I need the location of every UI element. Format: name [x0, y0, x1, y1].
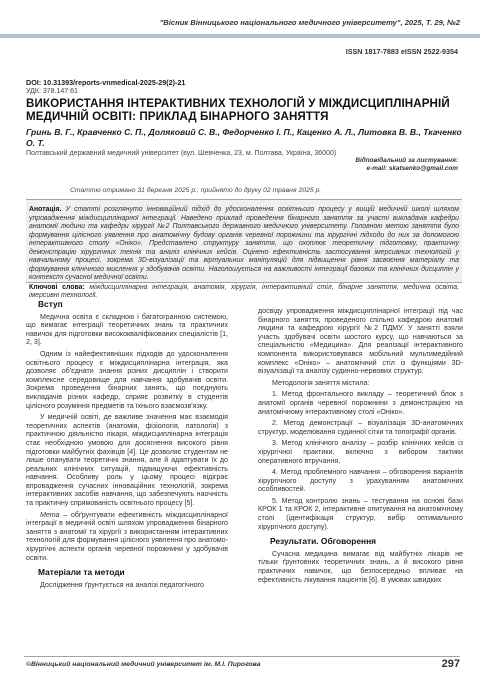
doi-line[interactable]: DOI: 10.31393/reports-vnmedical-2025-29(2)-21 — [26, 78, 186, 87]
page-footer — [0, 656, 480, 686]
list-item — [258, 468, 463, 494]
list-item — [258, 390, 463, 416]
paragraph: Дослідження ґрунтується на аналізі педагогічного — [40, 580, 204, 589]
correspondence-email[interactable]: e-mail: skatsenko@gmail.com — [366, 164, 458, 172]
paragraph: Одним із найефективніших підходів до удосконалення освітнього процесу є міждисциплінарна інтеграція, яка дозволяє об'єднати знання різних дисциплін і створити комплексне середовище для навчання здобувачів освіти. Зокрема проведення бінарних занять, що поєднують викладачів різних кафедр, сприяє розвитку в студентів цілісного розуміння предметів та їхнього взаємозв'язку. — [26, 349, 228, 410]
intro-heading: Вступ — [38, 299, 63, 309]
right-column — [258, 307, 463, 587]
paragraph: Медична освіта є складною і багатогранною системою, що вимагає інтеграції теоретичних знань та практичних навичок для підготовки висококваліфікованих спеціалістів [1, 2, 3]. — [26, 312, 228, 347]
abstract-text: У статті розглянуто інноваційний підхід до удосконалення освітнього процесу у вищій медичній школі шляхом упровадження міждисциплінарної інтеграції. Наведено приклад проведення бінарного заняття за участі викладачів кафедри анатомії людини та кафедри хірургії №2 Полтавського державного медичного університету. Головною метою заняття було формування цілісного уявлення про анатомічну будову органів черевної порожнини та хірургічні підходи до них за допомогою інтерактивного столу «Оніко». Представлено структуру заняття, що охоплює теоретичну підготовку, практичну демонстрацію хірургічних технік та аналіз клінічних кейсів. Оцінено ефективність застосування імерсивних технологій у навчальному процесі, зокрема 3D-візуалізації та віртуальних маніпуляцій для підвищення рівня засвоєння матеріалу та формування клінічного мислення у здобувачів освіти. Наголошується на важливості інтеграції базових та клінічних дисциплін у контексті сучасної медичної освіти. — [29, 206, 460, 282]
list-item — [258, 497, 463, 531]
method-item: 5. Метод контролю знань – тестування на основі бази КРОК 1 та КРОК 2, інтерактивне опитування на анатомічному столі (ідентифікація структур, вибір оптимального хірургічного доступу). — [258, 496, 463, 531]
correspondence-block — [355, 157, 458, 172]
article-title: ВИКОРИСТАННЯ ІНТЕРАКТИВНИХ ТЕХНОЛОГІЙ У МІЖДИСЦИПЛІНАРНІЙ МЕДИЧНІЙ ОСВІТІ: ПРИКЛАД БІНАРНОГО ЗАНЯТТЯ — [26, 97, 450, 123]
issn-line: ISSN 1817-7883 eISSN 2522-9354 — [345, 47, 458, 56]
list-item — [258, 439, 463, 465]
keywords-label: Ключові слова: — [29, 283, 85, 291]
journal-name: "Вісник Вінницького національного медичного університету", 2025, Т. 29, №2 — [159, 18, 460, 27]
method-item: 3. Метод клінічного аналізу – розбір клінічних кейсів із хірургічної практики, включно з вибором тактики оперативного втручання. — [258, 439, 463, 465]
udk-line: УДК: 378.147:61 — [26, 88, 78, 95]
footer-divider — [24, 656, 460, 657]
received-dates: Статтю отримано 31 березня 2025 р.; прийнято до друку 02 травня 2025 р. — [70, 187, 322, 194]
aim-term: Мета — [40, 510, 60, 519]
keywords-line — [29, 284, 459, 301]
footer-copyright: ©Вінницький національний медичний університет ім. М.І. Пирогова — [26, 661, 261, 668]
results-heading: Результати. Обговорення — [270, 536, 377, 547]
abstract-label: Анотація. — [29, 206, 62, 213]
method-item: 1. Метод фронтального викладу – теоретичний блок з анатомії органів черевної порожнини з демонстрацією на анатомічному інтерактивному столі «Оніко». — [258, 390, 463, 416]
paragraph: Методологія заняття містила: — [272, 378, 370, 387]
header-divider — [0, 34, 480, 38]
journal-header-bar — [0, 18, 480, 40]
method-item: 2. Метод демонстрації – візуалізація 3D-анатомічних структур, моделювання судинної сітки та топографії органів. — [258, 419, 463, 436]
keywords-text: міждисциплінарна інтеграція, анатомія, хірургія, інтерактивний стіл, бінарне заняття, медична освіта, імерсивні технології. — [29, 283, 459, 300]
paragraph: У медичній освіті, де важливе значення має взаємодія теоретичних аспектів (анатомія, фізіологія, патологія) з практичною діяльністю лікаря, міждисциплінарна інтеграція стає необхідною умовою для досягнення високого рівня підготовки майбутніх фахівців [4]. Це дозволяє студентам не лише опанувати теоретичні знання, але й адаптувати їх до реальних клінічних ситуацій, підвищуючи ефективність навчання. Особливу роль у цьому процесі відіграє впровадження сучасних інноваційних технологій, зокрема інтерактивних засобів навчання, що забезпечують наочність та практичну спрямованість освітнього процесу [5]. — [26, 413, 228, 508]
left-column — [26, 300, 228, 592]
author-list: Гринь В. Г., Кравченко С. П., Доляковий С. В., Федорченко І. П., Каценко А. Л., Литовка В. В., Ткаченко О. Т. — [26, 127, 462, 148]
correspondence-label: Відповідальний за листування: — [355, 157, 458, 164]
affiliation: Полтавський державний медичний університет (вул. Шевченка, 23, м. Полтава, Україна, 36000) — [26, 150, 337, 157]
aim-paragraph — [26, 511, 228, 563]
abstract-box — [26, 199, 462, 300]
method-item: 4. Метод проблемного навчання – обговорення варіантів хірургічного доступу з урахуванням анатомічних особливостей. — [258, 468, 463, 494]
method-list — [258, 390, 463, 531]
list-item — [258, 419, 463, 436]
page-number: 297 — [441, 658, 460, 670]
aim-text: – обґрунтувати ефективність міждисциплінарної інтеграції в медичній освіті шляхом упровадження бінарного заняття з анатомії та хірургії з використанням інтерактивних технологій для формування цілісного уявлення про анатомо-хірургічні аспекти органів черевної порожнини у здобувачів освіти. — [26, 510, 228, 562]
paragraph: Сучасна медицина вимагає від майбутніх лікарів не тільки ґрунтовних теоретичних знань, а й високого рівня практичних навичок, що безпосередньо впливає на ефективність лікування пацієнтів [6]. В умовах швидких — [258, 549, 463, 584]
methods-heading: Матеріали та методи — [38, 567, 125, 578]
paragraph: досвіду упровадження міждисциплінарної інтеграції під час бінарного заняття, проведеного спільно кафедрою анатомії людини та кафедрою хірургії №2 ПДМУ. У занятті взяли участь здобувачі освіти шостого курсу, що навчаються за спеціальністю «Медицина». Для реалізації інтерактивного компонента використовувався мобільний мультимедійний комплекс «Оніко» – анатомічний стіл із функціями 3D-візуалізації та аналізу судинно-нервових структур. — [258, 307, 463, 376]
